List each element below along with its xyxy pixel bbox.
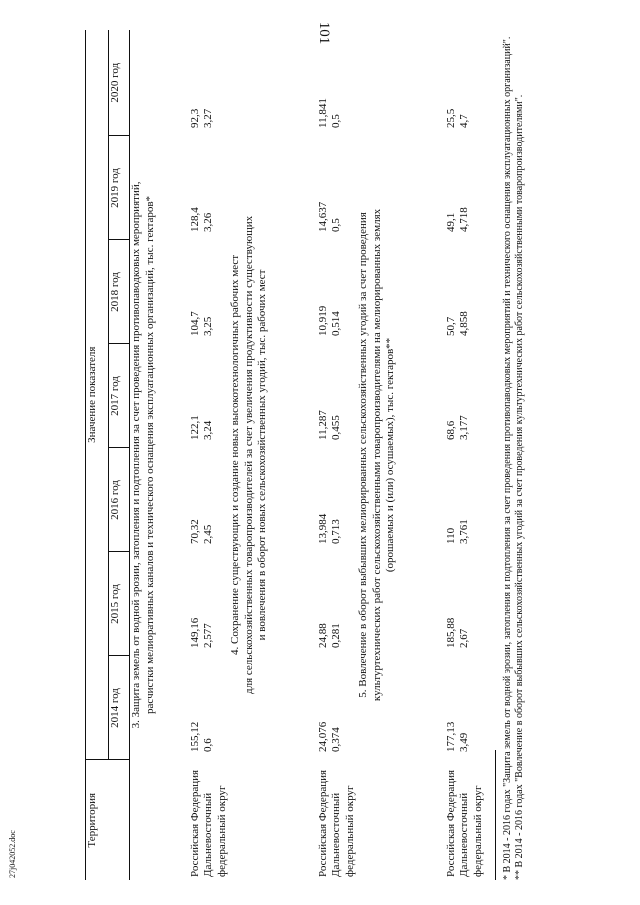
value-cell: 25,5 xyxy=(444,108,457,128)
value-cell: 50,7 xyxy=(444,316,457,336)
value-cell: 3,27 xyxy=(202,108,215,128)
header-year: 2018 год xyxy=(109,240,130,344)
value-cell: 4,7 xyxy=(458,114,470,128)
territory-cell: федеральный округ xyxy=(471,785,484,877)
value-cell: 49,1 xyxy=(444,212,457,232)
value-cell: 0,514 xyxy=(330,311,343,336)
value-cell: 3,49 xyxy=(458,732,470,752)
indicators-table xyxy=(85,30,485,880)
value-cell: 2,45 xyxy=(202,524,215,544)
table-row xyxy=(216,30,230,880)
section-title xyxy=(357,30,444,880)
territory-cell: Дальневосточный xyxy=(202,792,215,877)
value-cell: 110 xyxy=(444,527,457,544)
header-year: 2016 год xyxy=(109,448,130,552)
value-cell: 104,7 xyxy=(188,311,201,336)
header-year: 2019 год xyxy=(109,136,130,240)
value-cell: 24,076 xyxy=(316,721,329,752)
value-cell: 2,67 xyxy=(458,628,470,648)
value-cell: 0,5 xyxy=(330,114,343,128)
section-title-line: (орошаемых и (или) осушаемых), тыс. гектаров** xyxy=(384,337,397,573)
value-cell: 122,1 xyxy=(188,415,201,440)
section-title-line: и вовлечения в оборот новых сельскохозяйственных угодий, тыс. рабочих мест xyxy=(256,269,269,641)
footnote: * В 2014 - 2016 годах "Защита земель от водной эрозии, затопления и подтопления за счет проведения противопаводковых мероприятий и технического оснащения эксплуатационных организаций". xyxy=(502,36,513,880)
table-row xyxy=(202,30,216,880)
section-title-line: 3. Защита земель от водной эрозии, затопления и подтопления за счет проведения противопаводковых мероприятий, xyxy=(130,181,142,729)
value-cell: 185,88 xyxy=(444,617,457,648)
value-cell: 13,984 xyxy=(316,513,329,544)
section-title xyxy=(229,30,316,880)
document-id: 27j042052.doc xyxy=(8,830,17,878)
value-cell: 128,4 xyxy=(188,207,201,232)
value-cell: 3,26 xyxy=(202,212,215,232)
value-cell: 3,24 xyxy=(202,420,215,440)
header-indicator-value: Значение показателя xyxy=(86,30,109,760)
territory-cell: федеральный округ xyxy=(215,785,228,877)
section-title xyxy=(130,30,189,880)
value-cell: 3,25 xyxy=(202,316,215,336)
territory-cell: федеральный округ xyxy=(343,785,356,877)
table-row xyxy=(330,30,344,880)
table-row xyxy=(189,30,203,880)
value-cell: 0,5 xyxy=(330,218,343,232)
section-title-line: расчистки мелиоративных каналов и технического оснащения эксплуатационных организаций, тыс. гектаров* xyxy=(143,195,156,714)
value-cell: 24,88 xyxy=(316,623,329,648)
section-title-line: 4. Сохранение существующих и создание новых высокотехнологичных рабочих мест xyxy=(229,254,242,656)
section-title-line: для сельскохозяйственных товаропроизводителей за счет увеличения продуктивности существующих xyxy=(242,215,255,694)
value-cell: 68,6 xyxy=(444,420,457,440)
table-row xyxy=(317,30,331,880)
section-title-line: культуртехнических работ сельскохозяйственными товаропроизводителями на мелиорированных землях xyxy=(370,208,383,702)
territory-cell: Российская Федерация xyxy=(316,769,329,877)
value-cell: 0,713 xyxy=(330,519,343,544)
header-year: 2020 год xyxy=(109,30,130,136)
territory-cell: Российская Федерация xyxy=(188,769,201,877)
territory-cell: Дальневосточный xyxy=(458,792,470,877)
value-cell: 92,3 xyxy=(188,108,201,128)
table-row xyxy=(344,30,358,880)
table-row xyxy=(458,30,472,880)
header-year: 2015 год xyxy=(109,552,130,656)
value-cell: 3,761 xyxy=(458,519,470,544)
table-row xyxy=(472,30,486,880)
value-cell: 0,374 xyxy=(330,727,343,752)
value-cell: 11,841 xyxy=(316,98,329,128)
table-row xyxy=(445,30,459,880)
value-cell: 14,637 xyxy=(316,201,329,232)
value-cell: 11,287 xyxy=(316,410,329,440)
header-year: 2017 год xyxy=(109,344,130,448)
territory-cell: Российская Федерация xyxy=(444,769,457,877)
header-territory: Территория xyxy=(86,760,130,880)
value-cell: 4,858 xyxy=(458,311,470,336)
value-cell: 0,455 xyxy=(330,415,343,440)
rotated-page-content xyxy=(85,30,540,880)
value-cell: 4,718 xyxy=(458,207,470,232)
value-cell: 155,12 xyxy=(188,721,201,752)
value-cell: 149,16 xyxy=(188,617,201,648)
page-number: 101 xyxy=(316,21,332,45)
value-cell: 2,577 xyxy=(202,623,215,648)
value-cell: 0,6 xyxy=(202,738,215,752)
value-cell: 10,919 xyxy=(316,305,329,336)
territory-cell: Дальневосточный xyxy=(330,792,343,877)
footnotes xyxy=(495,30,526,880)
value-cell: 3,177 xyxy=(458,415,470,440)
footnote-divider xyxy=(495,750,496,880)
section-title-line: 5. Вовлечение в оборот выбывших мелиорированных сельскохозяйственных угодий за счет проведения xyxy=(357,212,370,698)
header-year: 2014 год xyxy=(109,656,130,760)
value-cell: 0,281 xyxy=(330,623,343,648)
value-cell: 70,32 xyxy=(188,519,201,544)
value-cell: 177,13 xyxy=(444,721,457,752)
footnote: ** В 2014 - 2016 годах "Вовлечение в оборот выбывших сельскохозяйственных угодий за счет проведения культуртехнических работ сельскохозяйственными товаропроизводителями". xyxy=(514,94,525,880)
